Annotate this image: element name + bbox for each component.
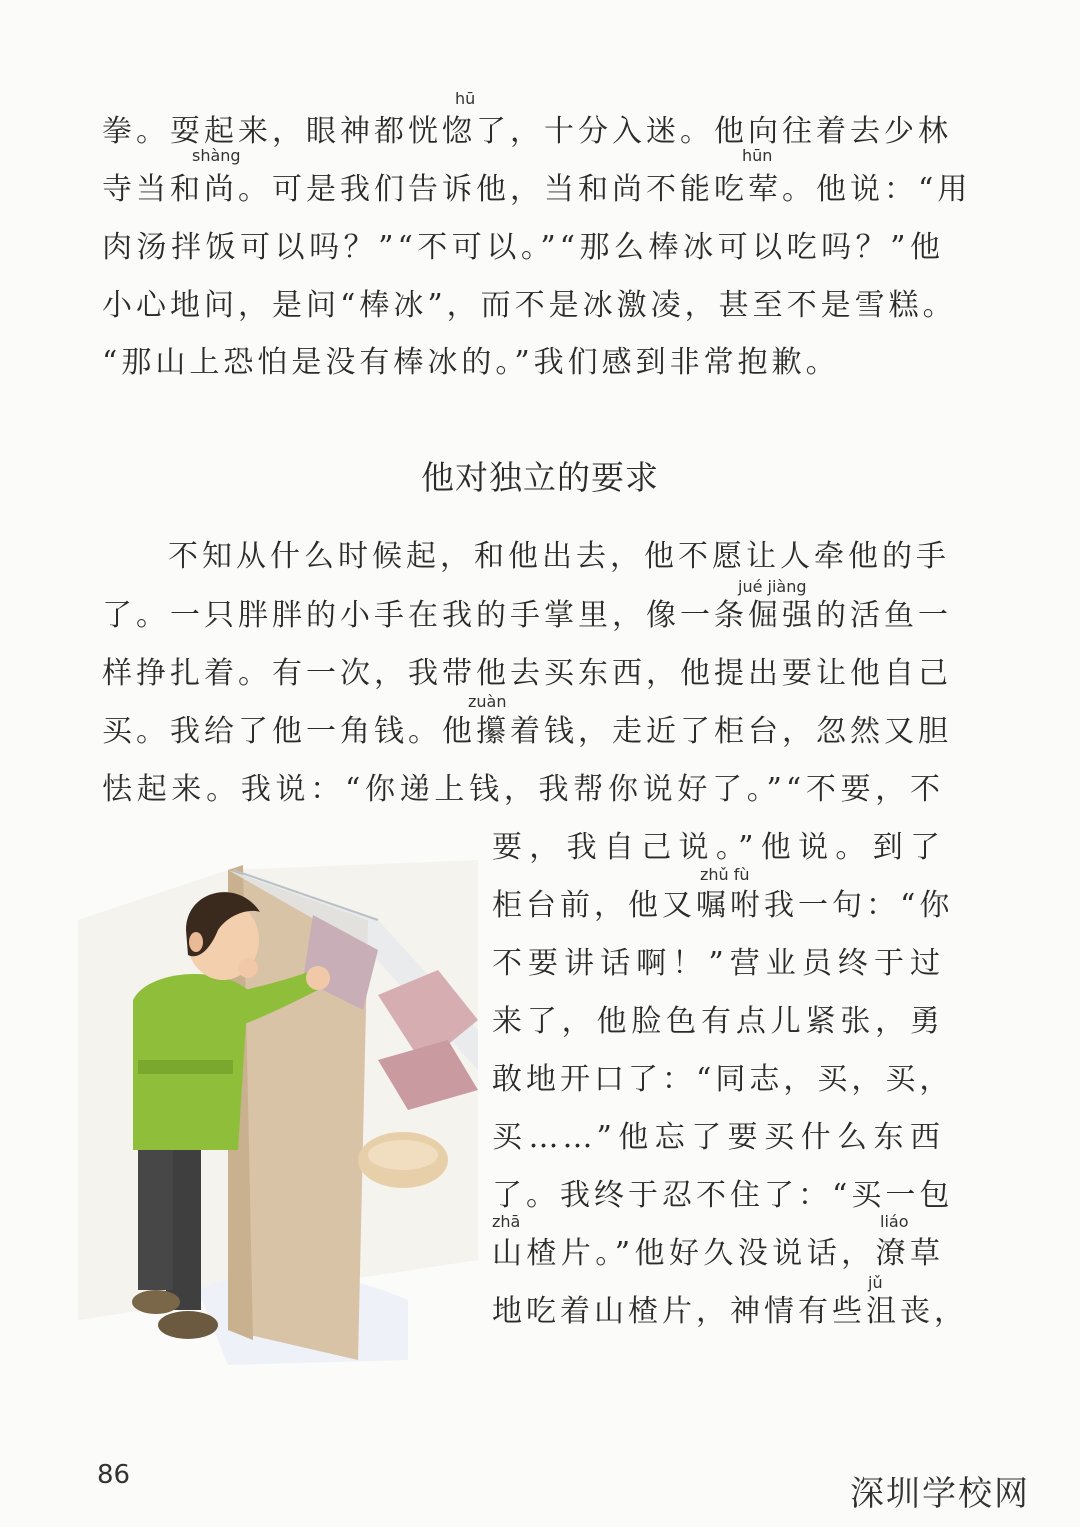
text-line: 了。一只胖胖的小手在我的手掌里，像一条倔强的活鱼一 — [102, 598, 952, 633]
text-line: 不知从什么时候起，和他出去，他不愿让人牵他的手 — [168, 539, 950, 574]
pinyin-annotation: zhā — [492, 1212, 521, 1231]
text-line: 要，我自己说。”他说。到了 — [492, 830, 944, 865]
text-line: 小心地问，是问“棒冰”，而不是冰激凌，甚至不是雪糕。 — [102, 288, 957, 323]
pinyin-annotation: hū — [455, 89, 476, 108]
pinyin-annotation: zhǔ fù — [700, 865, 750, 884]
boy-at-counter-illustration — [78, 860, 478, 1380]
text-line: 拳。耍起来，眼神都恍惚了，十分入迷。他向往着去少林 — [102, 114, 952, 149]
pinyin-annotation: liáo — [880, 1212, 909, 1231]
pinyin-annotation: jǔ — [868, 1273, 883, 1292]
text-line: 来了，他脸色有点儿紧张，勇 — [492, 1004, 944, 1039]
text-line: 了。我终于忍不住了：“买一包 — [492, 1178, 954, 1213]
text-line: 寺当和尚。可是我们告诉他，当和尚不能吃荤。他说：“用 — [102, 172, 972, 207]
pinyin-annotation: hūn — [742, 146, 773, 165]
text-line: 柜台前，他又嘱咐我一句：“你 — [492, 888, 954, 923]
text-line: 样挣扎着。有一次，我带他去买东西，他提出要让他自己 — [102, 656, 952, 691]
text-line: 买……”他忘了要买什么东西 — [492, 1120, 944, 1155]
text-line: 敢地开口了：“同志，买，买， — [492, 1062, 954, 1097]
text-line: 山楂片。”他好久没说话，潦草 — [492, 1236, 944, 1271]
section-title: 他对独立的要求 — [421, 458, 659, 497]
pinyin-annotation: zuàn — [468, 692, 507, 711]
text-line: 不要讲话啊！”营业员终于过 — [492, 946, 944, 981]
pinyin-annotation: jué jiàng — [738, 577, 807, 596]
text-line: 地吃着山楂片，神情有些沮丧， — [492, 1294, 968, 1329]
page-number: 86 — [97, 1460, 131, 1490]
pinyin-annotation: shàng — [192, 146, 241, 165]
text-line: “那山上恐怕是没有棒冰的。”我们感到非常抱歉。 — [102, 345, 840, 380]
text-line: 怯起来。我说：“你递上钱，我帮你说好了。”“不要，不 — [102, 772, 944, 807]
text-line: 买。我给了他一角钱。他攥着钱，走近了柜台，忽然又胆 — [102, 714, 952, 749]
watermark-text: 深圳学校网 — [850, 1474, 1030, 1514]
text-line: 肉汤拌饭可以吗？”“不可以。”“那么棒冰可以吃吗？”他 — [102, 230, 944, 265]
